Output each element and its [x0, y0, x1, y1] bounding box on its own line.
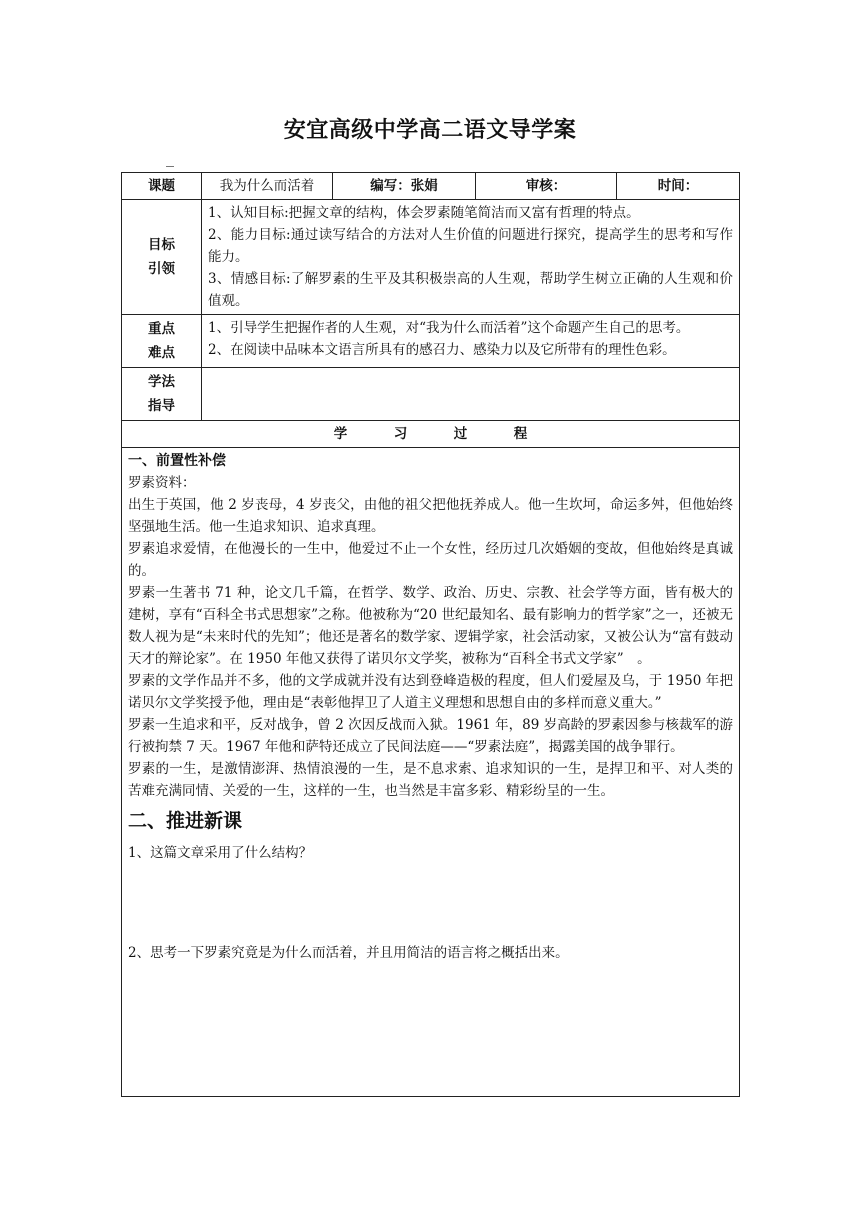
keypoints-label — [122, 315, 202, 368]
banner-char: 程 — [513, 426, 528, 442]
process-banner-row — [122, 421, 740, 448]
goals-content — [202, 200, 740, 315]
method-content — [202, 368, 740, 421]
keypoints-label-line1: 重点 — [148, 321, 175, 337]
keypoint-item: 1、引导学生把握作者的人生观，对“我为什么而活着”这个命题产生自己的思考。 — [208, 320, 690, 336]
bio-paragraph: 罗素追求爱情，在他漫长的一生中，他爱过不止一个女性，经历过几次婚姻的变故，但他始终是真诚的。 — [128, 541, 733, 579]
bio-paragraph: 罗素一生著书 71 种，论文几千篇，在哲学、数学、政治、历史、宗教、社会学等方面，皆有极大的建树，享有“百科全书式思想家”之称。他被称为“20 世纪最知名、最有影响力的哲学家”之一，还被无数人视为是“未来时代的先知”；他还是著名的数学家、逻辑学家，社会活动家，又被公认为“富有鼓动天才的辩论家”。在 1950 年他又获得了诺贝尔文学奖，被称为“百科全书式文学家” 。 — [128, 585, 733, 667]
process-body — [122, 448, 740, 1097]
method-label-line2: 指导 — [148, 398, 175, 414]
bio-paragraph: 罗素的一生，是激情澎湃、热情浪漫的一生，是不息求索、追求知识的一生，是捍卫和平、对人类的苦难充满同情、关爱的一生，这样的一生，也当然是丰富多彩、精彩纷呈的一生。 — [128, 761, 733, 799]
method-row — [122, 368, 740, 421]
document-title: 安宜高级中学高二语文导学案 — [283, 118, 577, 143]
bio-paragraph: 罗素的文学作品并不多，他的文学成就并没有达到登峰造极的程度，但人们爱屋及乌，于 1950 年把诺贝尔文学奖授予他，理由是“表彰他捍卫了人道主义理想和思想自由的多样而意义重大。” — [128, 673, 733, 711]
section1-intro: 罗素资料： — [128, 475, 196, 491]
banner-char: 学 — [333, 426, 348, 442]
keypoints-row — [122, 315, 740, 368]
goals-label — [122, 200, 202, 315]
lesson-plan-table — [121, 172, 740, 1097]
keypoints-content — [202, 315, 740, 368]
keypoints-label-line2: 难点 — [148, 345, 175, 361]
topic-value: 我为什么而活着 — [202, 173, 333, 200]
process-banner — [122, 421, 740, 448]
goals-row — [122, 200, 740, 315]
question-item: 1、这篇文章采用了什么结构？ — [128, 845, 313, 861]
goal-item: 2、能力目标:通过读写结合的方法对人生价值的问题进行探究，提高学生的思考和写作能力。 — [208, 227, 733, 265]
topic-label: 课题 — [122, 173, 202, 200]
bio-paragraph: 出生于英国，他 2 岁丧母，4 岁丧父，由他的祖父把他抚养成人。他一生坎坷，命运多舛，但他始终坚强地生活。他一生追求知识、追求真理。 — [128, 497, 733, 535]
method-label-line1: 学法 — [148, 374, 175, 390]
time-cell: 时间： — [617, 173, 740, 200]
author-cell: 编写：张娟 — [333, 173, 476, 200]
section1-heading: 一、前置性补偿 — [128, 453, 226, 469]
goal-item: 3、情感目标:了解罗素的生平及其积极崇高的人生观，帮助学生树立正确的人生观和价值观。 — [208, 271, 733, 309]
question-item: 2、思考一下罗素究竟是为什么而活着，并且用简洁的语言将之概括出来。 — [128, 945, 569, 961]
keypoint-item: 2、在阅读中品味本文语言所具有的感召力、感染力以及它所带有的理性色彩。 — [208, 342, 676, 358]
process-body-row — [122, 448, 740, 1097]
banner-char: 习 — [393, 426, 408, 442]
goals-label-line2: 引领 — [148, 261, 175, 277]
goal-item: 1、认知目标:把握文章的结构，体会罗素随笔简洁而又富有哲理的特点。 — [208, 205, 640, 221]
method-label — [122, 368, 202, 421]
goals-label-line1: 目标 — [148, 237, 175, 253]
banner-char: 过 — [453, 426, 468, 442]
reviewer-cell: 审核： — [476, 173, 617, 200]
bio-paragraph: 罗素一生追求和平，反对战争，曾 2 次因反战而入狱。1961 年，89 岁高龄的罗素因参与核裁军的游行被拘禁 7 天。1967 年他和萨特还成立了民间法庭——“罗素法庭”，揭露美国的战争罪行。 — [128, 717, 733, 755]
header-row — [122, 173, 740, 200]
section2-heading: 二、推进新课 — [128, 810, 243, 832]
margin-mark — [166, 166, 174, 167]
